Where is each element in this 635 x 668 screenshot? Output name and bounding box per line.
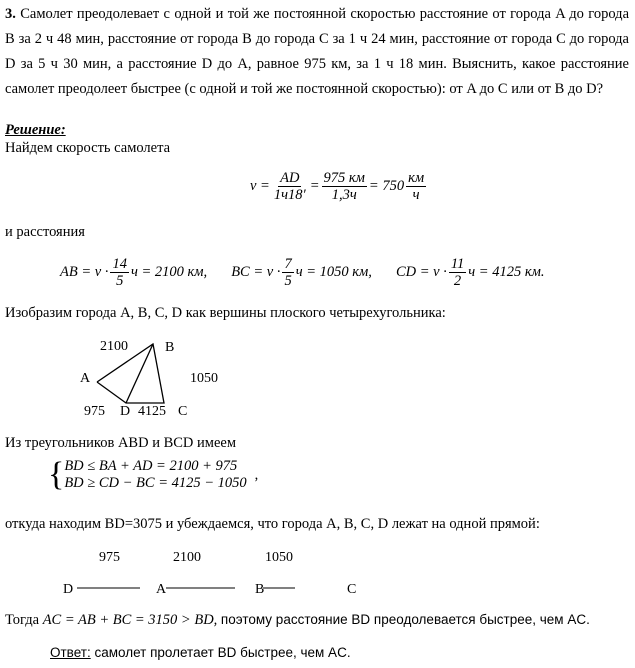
- label-b: B: [165, 340, 175, 355]
- line-diagram: [55, 545, 375, 600]
- distance-ab-num: 14: [112, 256, 127, 272]
- point-d: D: [63, 582, 74, 597]
- quadrilateral-diagram: [70, 330, 310, 425]
- label-ab: 2100: [100, 339, 128, 354]
- distances-intro: и расстояния: [5, 224, 85, 240]
- speed-eq1: =: [309, 178, 320, 194]
- label-ad: 975: [84, 404, 105, 419]
- distance-cd-den: 2: [453, 273, 462, 289]
- solution-heading: Решение:: [5, 122, 66, 138]
- label-c: C: [178, 404, 188, 419]
- triangles-intro: Из треугольников ABD и BCD имеем: [5, 435, 237, 451]
- distance-cd-lhs: CD = v ·: [395, 264, 447, 280]
- distance-bc-num: 7: [284, 256, 292, 272]
- system-line-1: BD ≤ BA + AD = 2100 + 975: [64, 458, 238, 474]
- final-formula: AC = AB + BC = 3150 > BD,: [42, 612, 218, 628]
- label-a: A: [80, 371, 91, 386]
- system-brace: {: [48, 456, 65, 493]
- segment-bc-label: 1050: [265, 550, 293, 565]
- speed-fraction-3: [406, 170, 426, 203]
- speed-f1-den: 1ч18′: [273, 187, 306, 203]
- point-a: A: [156, 582, 167, 597]
- diagram-intro: Изобразим города A, B, C, D как вершины плоского четырехугольника:: [5, 305, 446, 321]
- distance-bc: [231, 256, 372, 289]
- final-suffix: поэтому расстояние BD преодолевается быстрее, чем AC.: [220, 612, 590, 627]
- speed-f3-den: ч: [412, 187, 420, 203]
- answer: [50, 645, 351, 660]
- distance-ab-den: 5: [116, 273, 124, 289]
- speed-eq2: = 750: [368, 178, 405, 194]
- answer-text: самолет пролетает BD быстрее, чем AC.: [94, 645, 351, 660]
- distance-cd: [396, 256, 545, 289]
- problem-text: Самолет преодолевает с одной и той же постоянной скоростью расстояние от города A до города B за 2 ч 48 мин, расстояние от города B до города C за 1 ч 24 мин, расстояние от города C до города D за 5 ч 30 мин, а расстояние D до A, равное 975 км, за 1 ч 18 мин. Выяснить, какое расстояние самолет преодолеет быстрее (с одной и той же постоянной скоростью): от A до C или от B до D?: [5, 6, 629, 97]
- point-c: C: [347, 582, 357, 597]
- distance-cd-num: 11: [450, 256, 465, 272]
- segment-da-label: 975: [99, 550, 120, 565]
- speed-fraction-2: [322, 170, 367, 203]
- distance-cd-rhs: ч = 4125 км.: [468, 264, 545, 280]
- problem-statement: [5, 2, 629, 102]
- final-prefix: Тогда: [5, 612, 40, 628]
- distance-bc-frac: [282, 256, 293, 289]
- answer-label: Ответ:: [50, 645, 91, 660]
- distance-ab: [60, 256, 207, 289]
- conclusion-line: откуда находим BD=3075 и убеждаемся, что города A, B, C, D лежат на одной прямой:: [5, 516, 540, 532]
- label-dc: 4125: [138, 404, 166, 419]
- speed-formula: [250, 170, 428, 203]
- distance-ab-lhs: AB = v ·: [60, 264, 109, 280]
- distances-formula: [60, 256, 545, 289]
- inequality-system: [48, 458, 258, 492]
- final-statement: [5, 612, 590, 629]
- speed-f1-num: AD: [280, 170, 300, 186]
- system-trail: ,: [254, 466, 259, 483]
- speed-f2-den: 1,3ч: [331, 187, 357, 203]
- speed-fraction-1: [272, 170, 308, 203]
- distance-bc-den: 5: [284, 273, 292, 289]
- distance-bc-rhs: ч = 1050 км,: [295, 264, 372, 280]
- speed-f3-num: км: [408, 170, 425, 186]
- distance-ab-rhs: ч = 2100 км,: [130, 264, 208, 280]
- speed-lhs: v =: [250, 178, 270, 194]
- system-line-2: BD ≥ CD − BC = 4125 − 1050: [64, 475, 247, 491]
- speed-f2-num: 975 км: [323, 170, 365, 186]
- point-b: B: [255, 582, 265, 597]
- system-lines: [64, 458, 246, 492]
- label-d: D: [120, 404, 131, 419]
- segment-ab-label: 2100: [173, 550, 201, 565]
- speed-intro: Найдем скорость самолета: [5, 140, 171, 156]
- distance-ab-frac: [110, 256, 129, 289]
- distance-cd-frac: [449, 256, 466, 289]
- distance-bc-lhs: BC = v ·: [231, 264, 281, 280]
- label-bc: 1050: [190, 371, 218, 386]
- problem-number: 3.: [5, 6, 16, 22]
